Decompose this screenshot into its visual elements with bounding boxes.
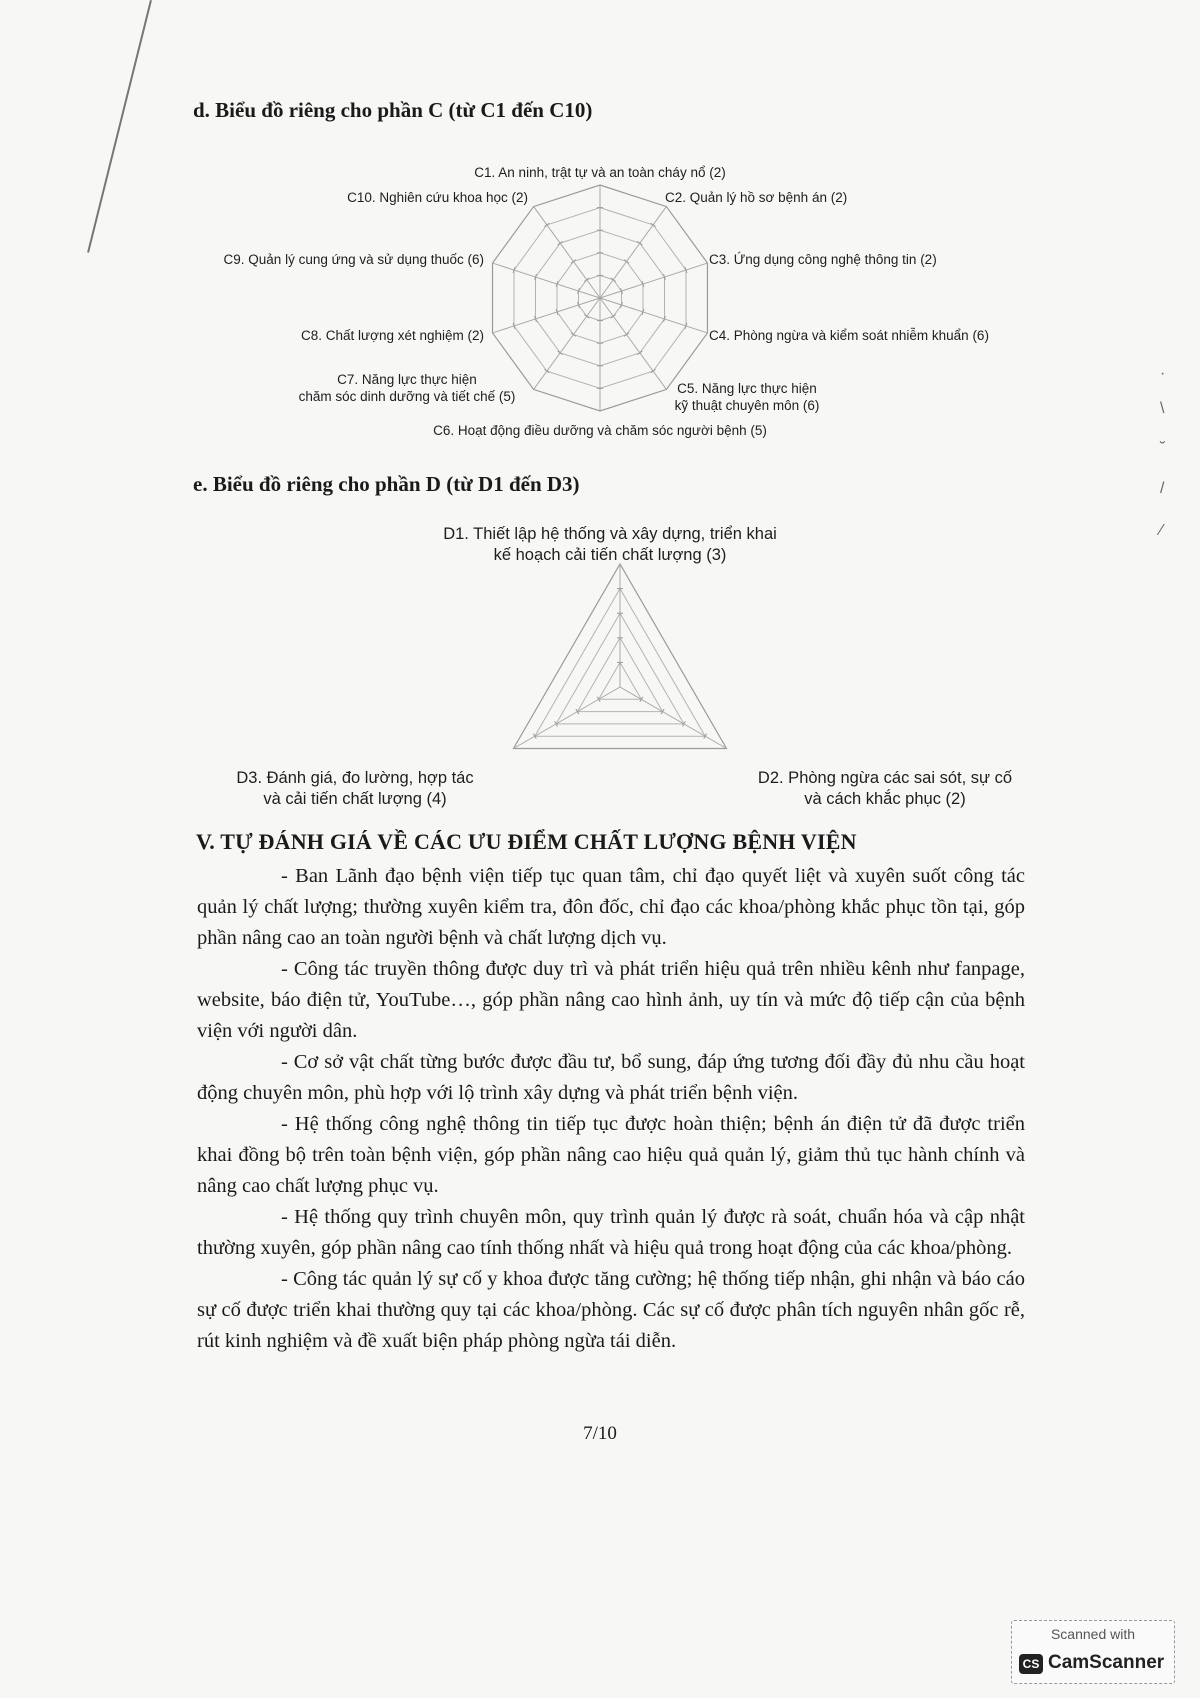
radar-chart-d — [0, 500, 1200, 820]
axis-label-d1-line2: kế hoạch cải tiến chất lượng (3) — [493, 546, 727, 564]
radar-c-tick — [584, 315, 589, 319]
axis-label-d3 — [210, 768, 500, 810]
body-text — [197, 861, 1025, 1357]
radar-chart-c-svg — [0, 0, 1200, 460]
radar-c-spoke — [600, 207, 666, 298]
axis-label-c1: C1. An ninh, trật tự và an toàn cháy nổ (2) — [474, 165, 726, 180]
axis-label-d3-line1: D3. Đánh giá, đo lường, hợp tác — [236, 769, 474, 787]
axis-label-d2-line2: và cách khắc phục (2) — [804, 790, 966, 808]
axis-label-d3-line2: và cải tiến chất lượng (4) — [263, 790, 447, 808]
axis-label-c5 — [652, 380, 842, 414]
radar-d-spoke — [620, 687, 727, 749]
radar-c-tick — [544, 369, 549, 373]
axis-label-c4: C4. Phòng ngừa và kiểm soát nhiễm khuẩn (6) — [709, 328, 989, 343]
radar-c-tick — [637, 351, 642, 355]
badge-brand: CamScanner — [1048, 1652, 1165, 1673]
radar-c-tick — [651, 369, 656, 373]
paragraph: - Hệ thống công nghệ thông tin tiếp tục được hoàn thiện; bệnh án điện tử đã được triển khai đồng bộ trên toàn bệnh viện, góp phần nâng cao hiệu quả quản lý, giảm thủ tục hành chính và nâng cao chất lượng phục vụ. — [197, 1113, 1025, 1197]
edge-mark: · — [1160, 365, 1166, 382]
axis-label-d1 — [380, 524, 840, 566]
axis-label-c8: C8. Chất lượng xét nghiệm (2) — [301, 328, 484, 343]
axis-label-c10: C10. Nghiên cứu khoa học (2) — [347, 190, 528, 205]
camscanner-logo-icon: CS — [1019, 1654, 1043, 1674]
axis-label-c5-line2: kỹ thuật chuyên môn (6) — [674, 398, 820, 413]
radar-c-tick — [584, 278, 589, 282]
page-number: 7/10 — [583, 1423, 617, 1444]
axis-label-c7-line1: C7. Năng lực thực hiện — [337, 372, 477, 387]
axis-label-d1-line1: D1. Thiết lập hệ thống và xây dựng, triển khai — [443, 525, 777, 543]
section-d-heading: d. Biểu đồ riêng cho phần C (từ C1 đến C10) — [193, 98, 593, 122]
camscanner-badge — [1011, 1620, 1175, 1684]
axis-label-c5-line1: C5. Năng lực thực hiện — [677, 381, 817, 396]
paragraph: - Công tác truyền thông được duy trì và phát triển hiệu quả trên nhiều kênh như fanpage, website, báo điện tử, YouTube…, góp phần nâng cao hình ảnh, uy tín và mức độ tiếp cận của bệnh viện với người dân. — [197, 958, 1025, 1042]
paragraph: - Cơ sở vật chất từng bước được đầu tư, bổ sung, đáp ứng tương đối đầy đủ nhu cầu hoạt động chuyên môn, phù hợp với lộ trình xây dựng và phát triển bệnh viện. — [197, 1051, 1025, 1104]
radar-chart-c — [0, 0, 1200, 460]
radar-c-tick — [611, 315, 616, 319]
paragraph: - Công tác quản lý sự cố y khoa được tăng cường; hệ thống tiếp nhận, ghi nhận và báo cáo sự cố được triển khai thường quy tại các khoa/phòng. Các sự cố được phân tích nguyên nhân gốc rễ, rút kinh nghiệm và đề xuất biện pháp phòng ngừa tái diễn. — [197, 1268, 1025, 1352]
axis-label-d2-line1: D2. Phòng ngừa các sai sót, sự cố — [757, 769, 1013, 787]
radar-c-tick — [558, 241, 563, 245]
edge-mark: / — [1160, 480, 1165, 497]
section-v-heading: V. TỰ ĐÁNH GIÁ VỀ CÁC ƯU ĐIỂM CHẤT LƯỢNG BỆNH VIỆN — [196, 829, 857, 854]
radar-c-spoke — [600, 298, 666, 389]
radar-d-spoke — [513, 687, 620, 749]
radar-c-tick — [637, 241, 642, 245]
radar-c-tick — [624, 333, 629, 337]
edge-mark: ⁄ — [1160, 522, 1163, 539]
radar-c-spoke — [600, 263, 707, 298]
radar-c-spoke — [600, 298, 707, 333]
edge-mark: \ — [1160, 400, 1165, 417]
badge-caption: Scanned with — [1050, 1626, 1136, 1642]
axis-label-c7 — [272, 371, 542, 405]
axis-label-c2: C2. Quản lý hồ sơ bệnh án (2) — [665, 190, 848, 205]
axis-label-d2 — [735, 768, 1035, 810]
radar-c-tick — [544, 223, 549, 227]
radar-c-tick — [571, 260, 576, 264]
axis-label-c9: C9. Quản lý cung ứng và sử dụng thuốc (6) — [223, 252, 484, 267]
radar-c-spoke — [493, 263, 600, 298]
radar-c-tick — [558, 351, 563, 355]
radar-c-spoke — [493, 298, 600, 333]
radar-c-spoke — [534, 207, 600, 298]
axis-label-c7-line2: chăm sóc dinh dưỡng và tiết chế (5) — [298, 389, 516, 404]
axis-label-c3: C3. Ứng dụng công nghệ thông tin (2) — [709, 252, 937, 267]
radar-c-spoke — [534, 298, 600, 389]
paragraph: - Hệ thống quy trình chuyên môn, quy trình quản lý được rà soát, chuẩn hóa và cập nhật thường xuyên, góp phần nâng cao tính thống nhất và hiệu quả trong hoạt động của các khoa/phòng. — [197, 1206, 1025, 1259]
radar-c-tick — [651, 223, 656, 227]
axis-label-c6: C6. Hoạt động điều dưỡng và chăm sóc người bệnh (5) — [433, 423, 767, 438]
paragraph: - Ban Lãnh đạo bệnh viện tiếp tục quan tâm, chỉ đạo quyết liệt và xuyên suốt công tác quản lý chất lượng; thường xuyên kiểm tra, đôn đốc, chỉ đạo các khoa/phòng khắc phục tồn tại, góp phần nâng cao an toàn người bệnh và chất lượng dịch vụ. — [197, 865, 1025, 949]
radar-c-tick — [611, 278, 616, 282]
section-e-heading: e. Biểu đồ riêng cho phần D (từ D1 đến D3) — [193, 472, 580, 496]
edge-mark: ˘ — [1160, 440, 1166, 457]
radar-c-tick — [571, 333, 576, 337]
radar-c-tick — [624, 260, 629, 264]
